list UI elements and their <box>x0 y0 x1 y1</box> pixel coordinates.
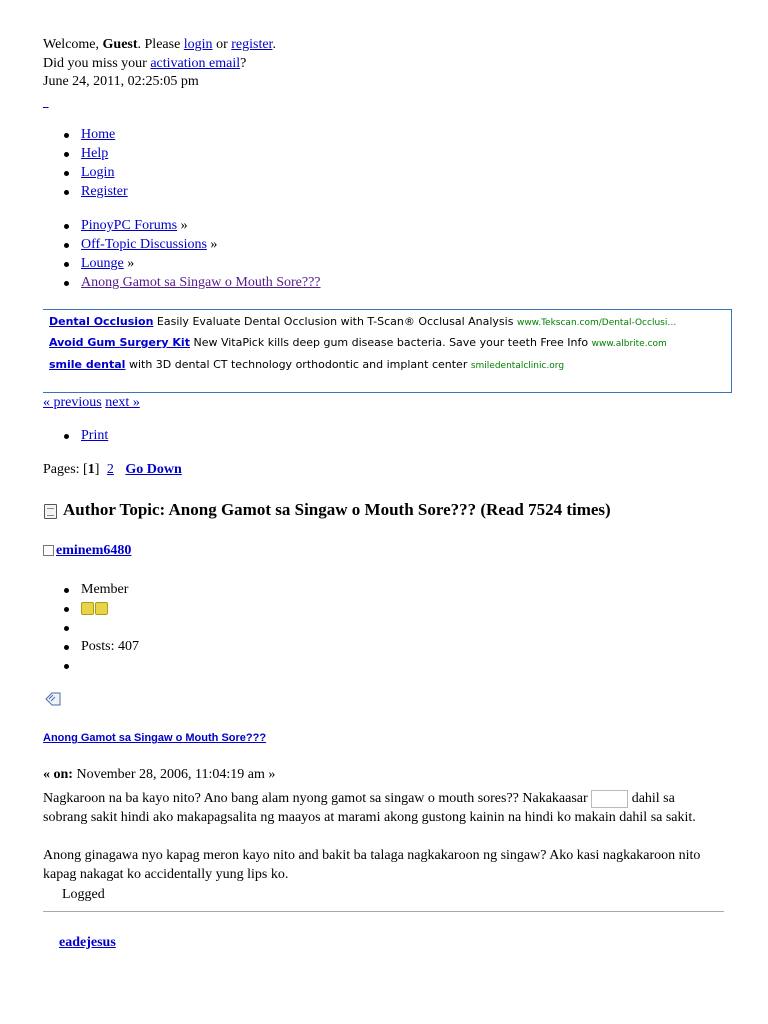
nav-register-link[interactable]: Register <box>81 184 128 199</box>
ad-row: Avoid Gum Surgery Kit New VitaPick kills deep gum disease bacteria. Save your teeth Free Info www.albrite.com <box>49 336 667 349</box>
prev-next-nav <box>43 394 140 412</box>
author-link[interactable]: eminem6480 <box>56 543 132 558</box>
print-item <box>62 426 108 445</box>
breadcrumb-item <box>62 273 321 292</box>
post-body-line: Anong ginagawa nyo kapag meron kayo nito and bakit ba talaga nagkakaroon ng singaw? Ako kasi nagkakaroon nito <box>43 848 701 863</box>
breadcrumb-topic-link[interactable]: Anong Gamot sa Singaw o Mouth Sore??? <box>81 275 321 290</box>
star-icon <box>81 602 94 615</box>
emoticon-image <box>591 790 628 808</box>
ad-box <box>43 309 732 393</box>
breadcrumb-offtopic-link[interactable]: Off-Topic Discussions <box>81 237 207 252</box>
guest-name: Guest <box>102 37 138 52</box>
small-link[interactable]: _ <box>43 97 49 109</box>
register-link[interactable]: register <box>231 37 273 52</box>
nav-item-home <box>62 125 128 144</box>
logged-label: Logged <box>62 887 105 902</box>
login-link[interactable]: login <box>183 37 213 52</box>
nav-item-login <box>62 163 128 182</box>
ad-title-link[interactable]: Avoid Gum Surgery Kit <box>49 336 190 349</box>
ad-url[interactable]: www.albrite.com <box>591 339 667 349</box>
current-datetime: June 24, 2011, 02:25:05 pm <box>43 74 199 89</box>
topic-header <box>44 500 611 520</box>
nav-login-link[interactable]: Login <box>81 165 115 180</box>
nav-item-help <box>62 144 128 163</box>
ad-row: smile dental with 3D dental CT technology orthodontic and implant center smiledentalclinic.org <box>49 358 565 371</box>
post-date: « on: November 28, 2006, 11:04:19 am » <box>43 767 276 782</box>
main-nav <box>62 125 128 201</box>
post-body-line: kapag nakagat ko accidentally yung lips ko. <box>43 867 289 882</box>
nav-home-link[interactable]: Home <box>81 127 116 142</box>
author-info <box>62 580 139 675</box>
activation-line: Did you miss your activation email? <box>43 56 247 71</box>
topic-title: Topic: Anong Gamot sa Singaw o Mouth Sore??? (Read 7524 times) <box>119 500 611 519</box>
author-info-blank <box>62 618 139 637</box>
print-link[interactable]: Print <box>81 428 109 443</box>
breadcrumb <box>62 216 321 292</box>
pagination: Pages: [1] 2 Go Down <box>43 462 182 477</box>
post-body-line: Nagkaroon na ba kayo nito? Ano bang alam nyong gamot sa singaw o mouth sores?? Nakakaasar dahil sa <box>43 791 675 807</box>
breadcrumb-item: Lounge » <box>62 254 321 273</box>
author-info-blank <box>62 656 139 675</box>
ad-title-link[interactable]: Dental Occlusion <box>49 315 154 328</box>
author-post-count: Posts: 407 <box>62 637 139 656</box>
breadcrumb-lounge-link[interactable]: Lounge <box>81 256 124 271</box>
post-author <box>43 542 131 560</box>
author-label: Author <box>63 500 116 519</box>
next-topic-link[interactable]: next » <box>105 395 140 410</box>
author-rank: Member <box>62 580 139 599</box>
go-down-link[interactable]: Go Down <box>125 462 182 477</box>
previous-topic-link[interactable]: « previous <box>43 395 102 410</box>
next-author-link[interactable]: eadejesus <box>59 935 116 950</box>
post-body-line: sobrang sakit hindi ako makapagsalita ng maayos at marami akong gustong kainin na hindi ko makain dahil sa sakit. <box>43 810 696 825</box>
page-2-link[interactable]: 2 <box>106 462 114 477</box>
nav-help-link[interactable]: Help <box>81 146 109 161</box>
ad-title-link[interactable]: smile dental <box>49 358 126 371</box>
post-icon <box>44 690 60 706</box>
next-post-author <box>59 934 116 952</box>
activation-email-link[interactable]: activation email <box>150 56 241 71</box>
breadcrumb-forums-link[interactable]: PinoyPC Forums <box>81 218 178 233</box>
topic-actions <box>62 426 108 445</box>
ad-url[interactable]: smiledentalclinic.org <box>470 361 565 371</box>
current-page: 1 <box>87 462 95 477</box>
online-status-icon <box>43 545 54 556</box>
post-subject-link[interactable]: Anong Gamot sa Singaw o Mouth Sore??? <box>43 732 267 744</box>
topic-icon <box>44 504 57 519</box>
post-divider <box>43 911 724 912</box>
ad-url[interactable]: www.Tekscan.com/Dental-Occlusi… <box>516 318 677 328</box>
welcome-line: Welcome, Guest. Please login or register. <box>43 37 276 52</box>
ad-row: Dental Occlusion Easily Evaluate Dental Occlusion with T-Scan® Occlusal Analysis www.Tekscan.com/Dental-Occlusi… <box>49 315 677 328</box>
breadcrumb-item: PinoyPC Forums » <box>62 216 321 235</box>
rank-stars <box>62 599 139 618</box>
breadcrumb-item: Off-Topic Discussions » <box>62 235 321 254</box>
nav-item-register <box>62 182 128 201</box>
star-icon <box>95 602 108 615</box>
